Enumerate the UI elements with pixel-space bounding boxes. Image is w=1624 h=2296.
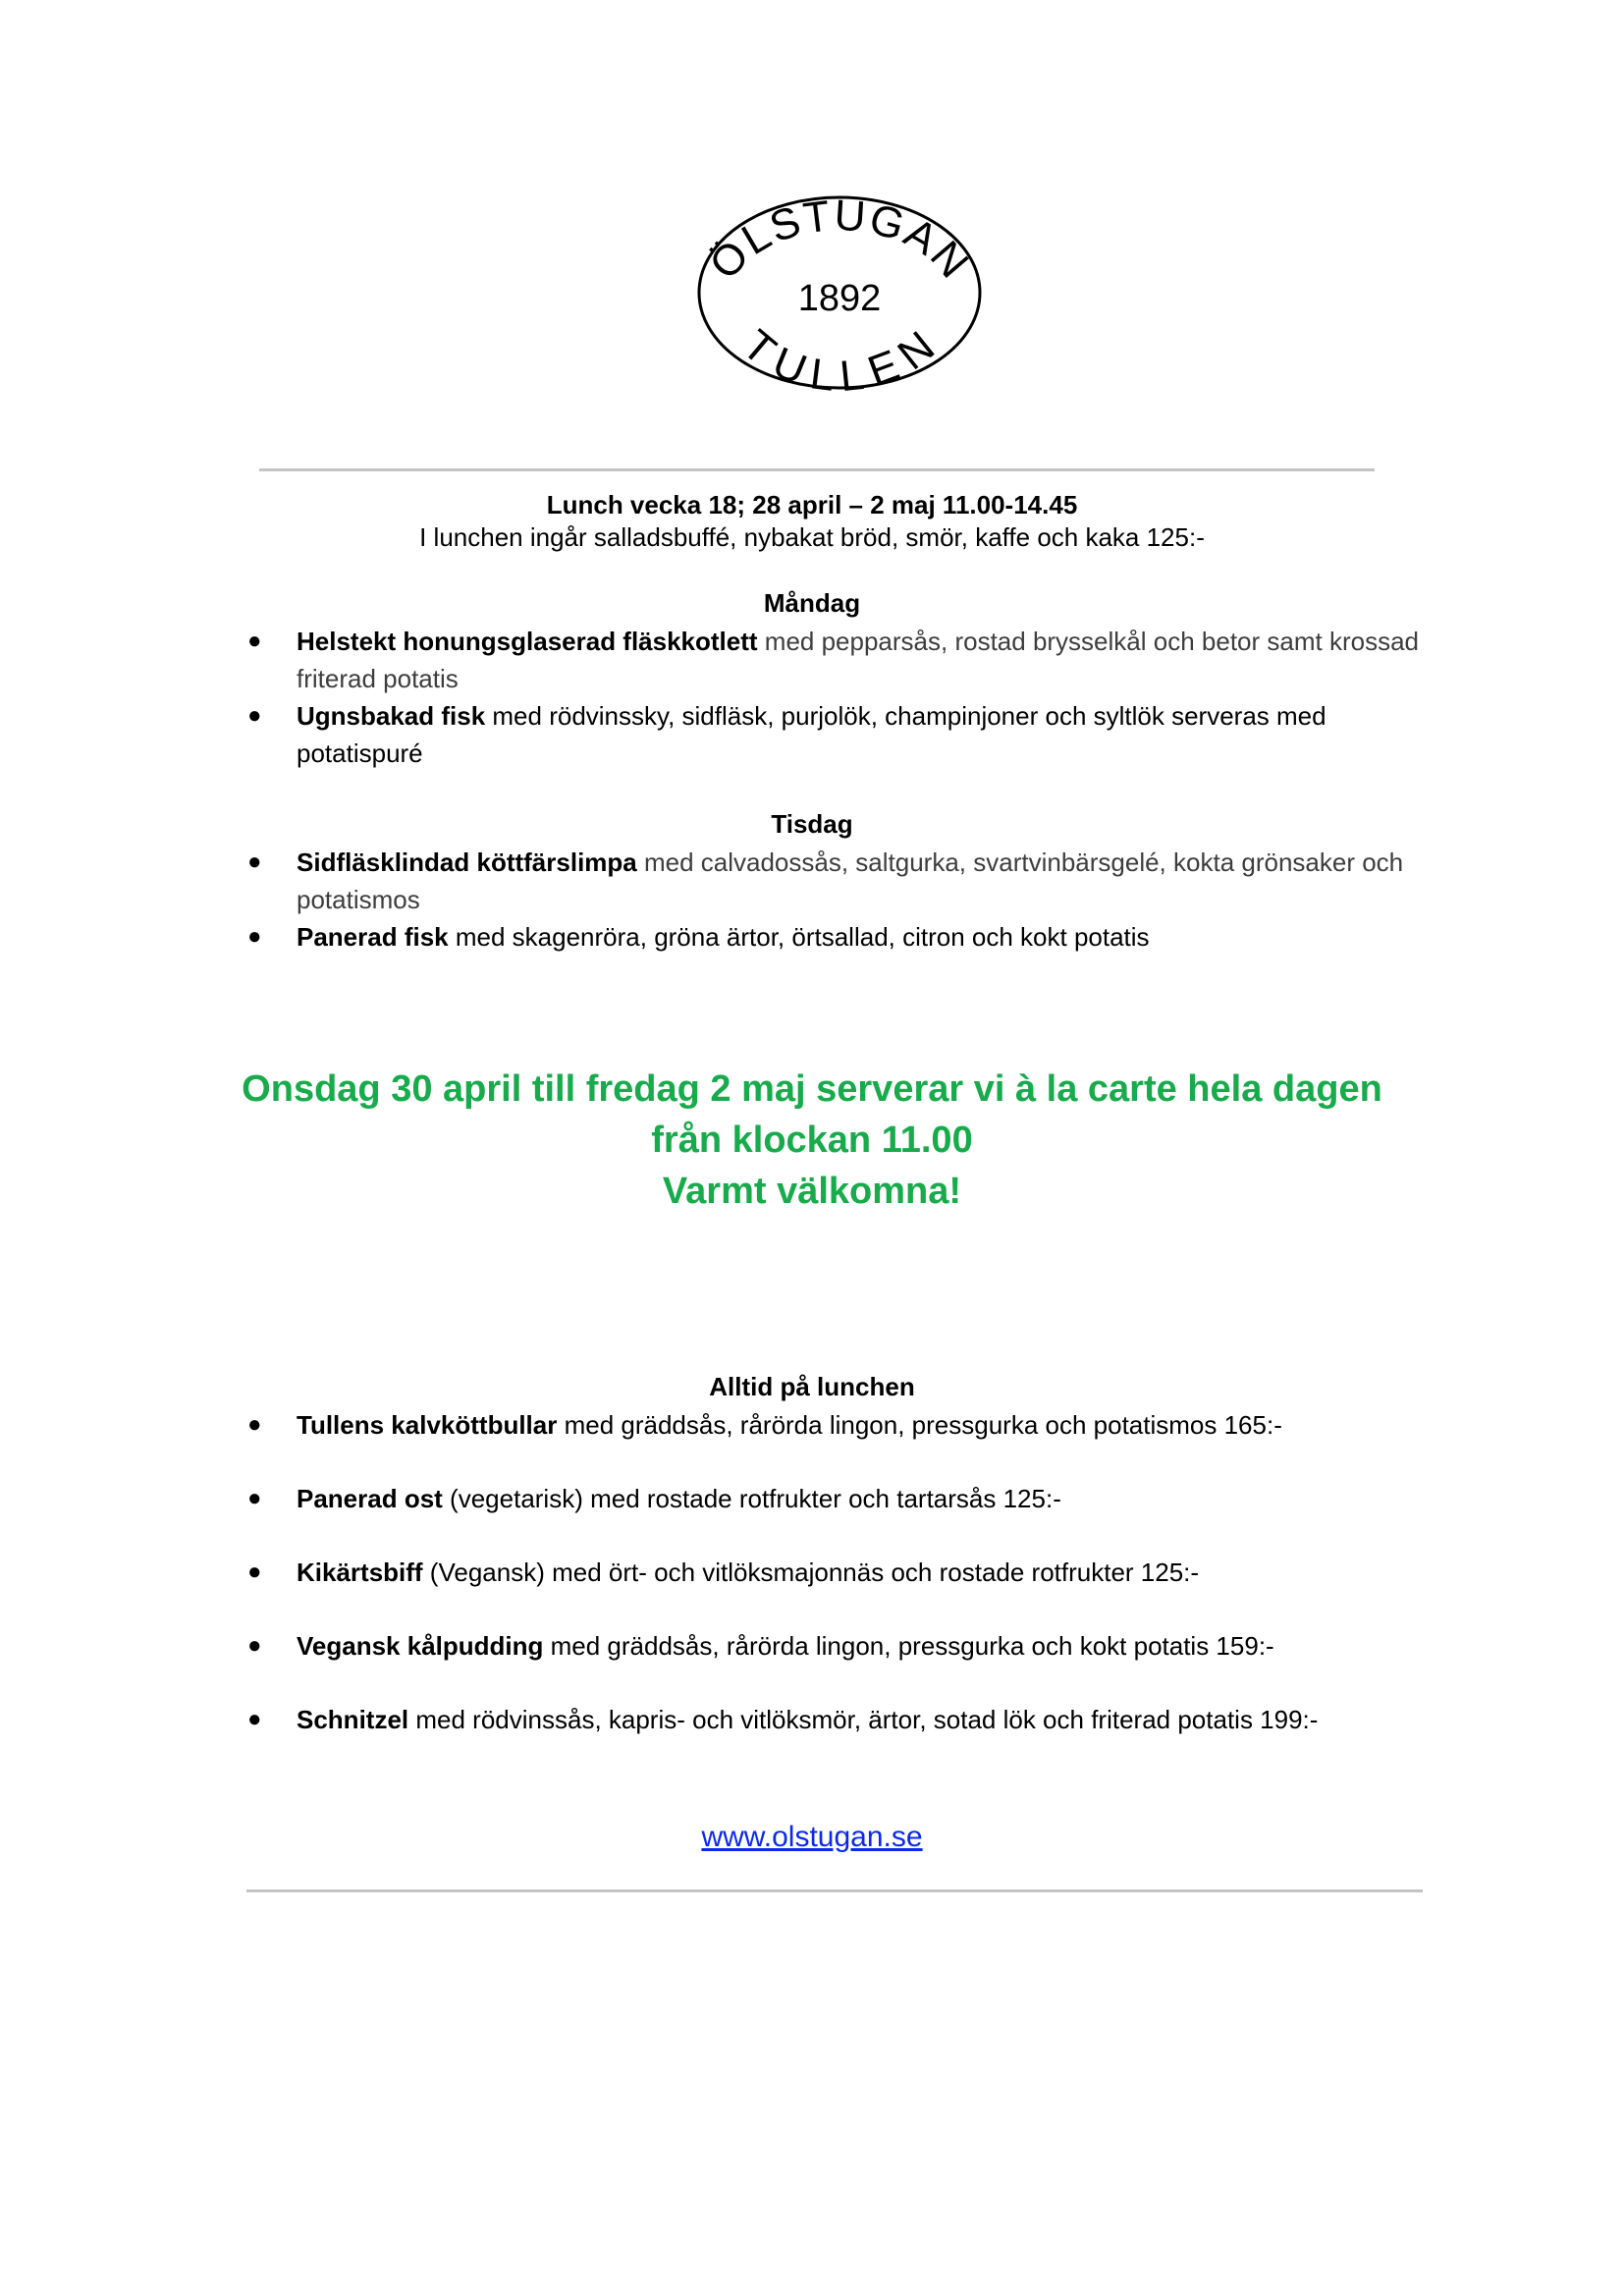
- bullet-icon: ●: [247, 1485, 262, 1511]
- day-list-mandag: [0, 623, 1624, 772]
- dish-name: Panerad ost: [297, 1484, 443, 1513]
- bullet-icon: ●: [247, 1706, 262, 1732]
- notice-line-2: från klockan 11.00: [651, 1120, 973, 1161]
- list-item: [0, 697, 1624, 772]
- dish-description: (Vegansk) med ört- och vitlöksmajonnäs och rostade rotfrukter 125:-: [422, 1558, 1200, 1587]
- list-item: [0, 918, 1624, 956]
- logo-bottom-text: TULLEN: [733, 320, 946, 401]
- dish-name: Ugnsbakad fisk: [297, 701, 486, 731]
- list-item: [0, 1554, 1624, 1591]
- dish-description: med gräddsås, rårörda lingon, pressgurka och kokt potatis 159:-: [543, 1631, 1274, 1661]
- website-link[interactable]: www.olstugan.se: [701, 1821, 923, 1853]
- always-list: [0, 1406, 1624, 1775]
- list-item: [0, 1701, 1624, 1738]
- bullet-icon: ●: [247, 628, 262, 654]
- dish-name: Sidfläsklindad köttfärslimpa: [297, 847, 637, 877]
- list-item: [0, 1627, 1624, 1665]
- olstugan-logo: [687, 185, 992, 401]
- top-divider: [259, 468, 1375, 471]
- dish-description: med gräddsås, rårörda lingon, pressgurka och potatismos 165:-: [557, 1410, 1282, 1440]
- list-item: [0, 844, 1624, 918]
- dish-description: med skagenröra, gröna ärtor, örtsallad, citron och kokt potatis: [448, 922, 1150, 952]
- day-list-tisdag: [0, 844, 1624, 956]
- dish-description: med rödvinssås, kapris- och vitlöksmör, ärtor, sotad lök och friterad potatis 199:-: [408, 1705, 1319, 1734]
- list-item: [0, 623, 1624, 697]
- dish-name: Schnitzel: [297, 1705, 409, 1734]
- day-heading-mandag: Måndag: [763, 588, 861, 618]
- menu-title: Lunch vecka 18; 28 april – 2 maj 11.00-14.45: [546, 490, 1078, 519]
- bullet-icon: ●: [247, 702, 262, 729]
- dish-description: med pepparsås, rostad brysselkål och betor samt krossad friterad potatis: [297, 627, 1419, 693]
- bottom-divider: [246, 1889, 1423, 1892]
- bullet-icon: ●: [247, 1558, 262, 1585]
- list-item: [0, 1406, 1624, 1444]
- dish-name: Helstekt honungsglaserad fläskkotlett: [297, 627, 758, 656]
- a-la-carte-notice: [0, 1064, 1624, 1217]
- menu-subtitle: I lunchen ingår salladsbuffé, nybakat bröd, smör, kaffe och kaka 125:-: [419, 522, 1205, 552]
- dish-description: med calvadossås, saltgurka, svartvinbärsgelé, kokta grönsaker och potatismos: [297, 847, 1404, 914]
- dish-name: Panerad fisk: [297, 922, 449, 952]
- notice-line-3: Varmt välkomna!: [662, 1171, 962, 1212]
- day-heading-tisdag: Tisdag: [771, 809, 853, 839]
- logo-year: 1892: [797, 278, 882, 319]
- bullet-icon: ●: [247, 1632, 262, 1659]
- always-heading: Alltid på lunchen: [709, 1372, 915, 1401]
- bullet-icon: ●: [247, 923, 262, 950]
- bullet-icon: ●: [247, 848, 262, 875]
- logo-top-text: ÖLSTUGAN: [700, 191, 980, 289]
- dish-name: Tullens kalvköttbullar: [297, 1410, 558, 1440]
- dish-name: Vegansk kålpudding: [297, 1631, 544, 1661]
- notice-line-1: Onsdag 30 april till fredag 2 maj serverar vi à la carte hela dagen: [242, 1068, 1382, 1110]
- dish-name: Kikärtsbiff: [297, 1558, 423, 1587]
- list-item: [0, 1480, 1624, 1517]
- dish-description: (vegetarisk) med rostade rotfrukter och tartarsås 125:-: [442, 1484, 1061, 1513]
- bullet-icon: ●: [247, 1411, 262, 1438]
- dish-description: med rödvinssky, sidfläsk, purjolök, champinjoner och syltlök serveras med potatispuré: [297, 701, 1326, 768]
